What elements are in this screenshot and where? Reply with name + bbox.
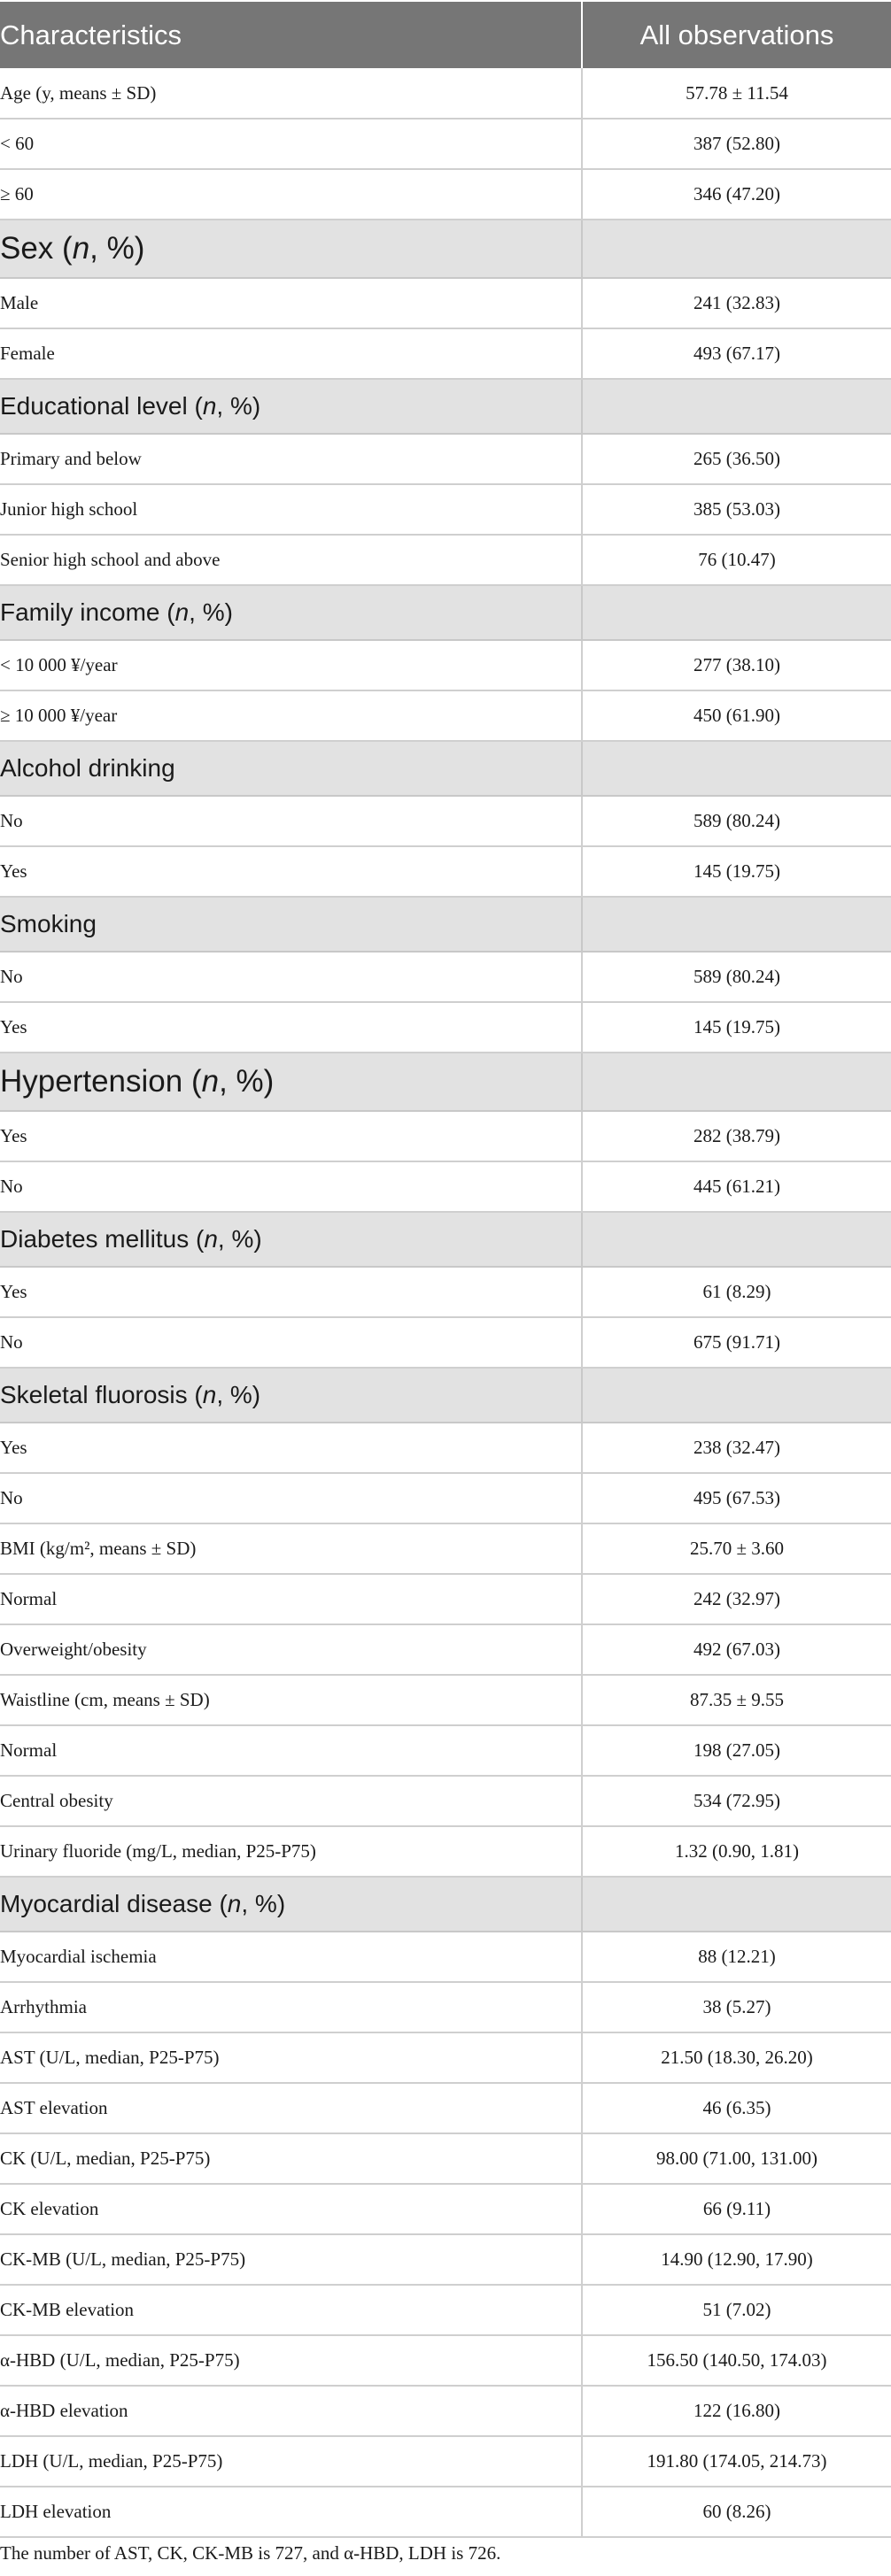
section-label-text: Educational level — [0, 392, 188, 420]
section-label — [0, 220, 582, 278]
table-row — [0, 1473, 891, 1523]
section-label — [0, 585, 582, 640]
row-value: 492 (67.03) — [582, 1624, 891, 1675]
table-row — [0, 2184, 891, 2234]
section-header-row — [0, 379, 891, 434]
section-label-suffix-pre: ( — [189, 1225, 205, 1253]
row-value: 198 (27.05) — [582, 1725, 891, 1776]
table-header-row — [0, 1, 891, 68]
table-row — [0, 68, 891, 119]
section-label — [0, 897, 582, 952]
table-row — [0, 1725, 891, 1776]
row-label: CK (U/L, median, P25-P75) — [0, 2133, 582, 2184]
table-row — [0, 796, 891, 846]
row-label: LDH (U/L, median, P25-P75) — [0, 2436, 582, 2487]
section-label-suffix-post: , %) — [241, 1890, 286, 1917]
section-label-text: Myocardial disease — [0, 1890, 213, 1917]
table-row — [0, 1932, 891, 1982]
table-body — [0, 68, 891, 2537]
row-value: 122 (16.80) — [582, 2386, 891, 2436]
row-label: CK-MB elevation — [0, 2285, 582, 2335]
row-label: < 10 000 ¥/year — [0, 640, 582, 690]
section-label-suffix-pre: ( — [187, 392, 203, 420]
row-value: 387 (52.80) — [582, 119, 891, 169]
section-value-empty — [582, 585, 891, 640]
section-label-suffix-post: , %) — [89, 231, 145, 266]
row-label: Yes — [0, 1423, 582, 1473]
row-value: 385 (53.03) — [582, 484, 891, 535]
table-row — [0, 1675, 891, 1725]
table-row — [0, 1982, 891, 2032]
section-label — [0, 1877, 582, 1932]
row-label: No — [0, 1161, 582, 1212]
row-value: 238 (32.47) — [582, 1423, 891, 1473]
row-label: ≥ 60 — [0, 169, 582, 220]
table-row — [0, 2335, 891, 2386]
row-value: 493 (67.17) — [582, 328, 891, 379]
section-value-empty — [582, 1212, 891, 1267]
row-value: 277 (38.10) — [582, 640, 891, 690]
row-value: 241 (32.83) — [582, 278, 891, 328]
row-value: 46 (6.35) — [582, 2083, 891, 2133]
row-value: 265 (36.50) — [582, 434, 891, 484]
row-value: 282 (38.79) — [582, 1111, 891, 1161]
table-row — [0, 640, 891, 690]
table-row — [0, 484, 891, 535]
section-label-suffix-italic: n — [204, 1225, 218, 1253]
section-value-empty — [582, 1877, 891, 1932]
row-value: 445 (61.21) — [582, 1161, 891, 1212]
table-row — [0, 1161, 891, 1212]
row-label: CK-MB (U/L, median, P25-P75) — [0, 2234, 582, 2285]
section-label-suffix-italic: n — [174, 598, 190, 626]
section-header-row — [0, 741, 891, 796]
table-row — [0, 1826, 891, 1877]
row-label: ≥ 10 000 ¥/year — [0, 690, 582, 741]
row-label: Normal — [0, 1574, 582, 1624]
section-label-suffix-post: , %) — [216, 1381, 261, 1408]
row-value: 534 (72.95) — [582, 1776, 891, 1826]
section-header-row — [0, 1368, 891, 1423]
table-row — [0, 2386, 891, 2436]
section-label-suffix-post: , %) — [216, 392, 261, 420]
row-label: AST (U/L, median, P25-P75) — [0, 2032, 582, 2083]
section-label-suffix-post: , %) — [189, 598, 233, 626]
row-value: 589 (80.24) — [582, 796, 891, 846]
row-value: 88 (12.21) — [582, 1932, 891, 1982]
row-label: α-HBD (U/L, median, P25-P75) — [0, 2335, 582, 2386]
row-value: 156.50 (140.50, 174.03) — [582, 2335, 891, 2386]
section-value-empty — [582, 897, 891, 952]
row-label: BMI (kg/m², means ± SD) — [0, 1523, 582, 1574]
row-value: 60 (8.26) — [582, 2487, 891, 2537]
section-value-empty — [582, 1053, 891, 1111]
section-label — [0, 379, 582, 434]
section-header-row — [0, 1212, 891, 1267]
section-header-row — [0, 1053, 891, 1111]
table-footnote: The number of AST, CK, CK-MB is 727, and α-HBD, LDH is 726. — [0, 2542, 501, 2564]
row-label: LDH elevation — [0, 2487, 582, 2537]
section-label-suffix-post: , %) — [217, 1225, 262, 1253]
row-value: 242 (32.97) — [582, 1574, 891, 1624]
row-label: Junior high school — [0, 484, 582, 535]
section-value-empty — [582, 220, 891, 278]
row-label: Arrhythmia — [0, 1982, 582, 2032]
row-value: 61 (8.29) — [582, 1267, 891, 1317]
row-value: 66 (9.11) — [582, 2184, 891, 2234]
row-label: Waistline (cm, means ± SD) — [0, 1675, 582, 1725]
row-value: 98.00 (71.00, 131.00) — [582, 2133, 891, 2184]
row-label: Urinary fluoride (mg/L, median, P25-P75) — [0, 1826, 582, 1877]
row-label: Normal — [0, 1725, 582, 1776]
table-row — [0, 2487, 891, 2537]
table-row — [0, 952, 891, 1002]
section-label-suffix-italic: n — [202, 392, 217, 420]
row-label: No — [0, 1317, 582, 1368]
row-value: 495 (67.53) — [582, 1473, 891, 1523]
row-label: Primary and below — [0, 434, 582, 484]
row-value: 191.80 (174.05, 214.73) — [582, 2436, 891, 2487]
table-row — [0, 690, 891, 741]
section-label-suffix-italic: n — [202, 1381, 217, 1408]
section-label-suffix-italic: n — [201, 1064, 220, 1099]
header-characteristics: Characteristics — [0, 1, 582, 68]
table-row — [0, 1267, 891, 1317]
row-value: 21.50 (18.30, 26.20) — [582, 2032, 891, 2083]
row-value: 57.78 ± 11.54 — [582, 68, 891, 119]
row-label: Yes — [0, 846, 582, 897]
table-row — [0, 1574, 891, 1624]
header-all-observations: All observations — [582, 1, 891, 68]
row-label: No — [0, 796, 582, 846]
section-header-row — [0, 1877, 891, 1932]
row-value: 14.90 (12.90, 17.90) — [582, 2234, 891, 2285]
row-label: Age (y, means ± SD) — [0, 68, 582, 119]
table-row — [0, 1111, 891, 1161]
section-label-suffix-pre: ( — [53, 231, 73, 266]
section-label-text: Smoking — [0, 910, 97, 937]
row-label: < 60 — [0, 119, 582, 169]
section-label-text: Alcohol drinking — [0, 754, 175, 782]
table-row — [0, 535, 891, 585]
row-label: CK elevation — [0, 2184, 582, 2234]
section-label-text: Family income — [0, 598, 160, 626]
section-header-row — [0, 220, 891, 278]
table-row — [0, 2436, 891, 2487]
row-value: 346 (47.20) — [582, 169, 891, 220]
row-value: 450 (61.90) — [582, 690, 891, 741]
row-label: Male — [0, 278, 582, 328]
section-label-suffix-italic: n — [227, 1890, 242, 1917]
table-row — [0, 1776, 891, 1826]
section-label — [0, 1212, 582, 1267]
table-row — [0, 1317, 891, 1368]
section-label-text: Diabetes mellitus — [0, 1225, 190, 1253]
row-label: Central obesity — [0, 1776, 582, 1826]
row-label: AST elevation — [0, 2083, 582, 2133]
row-label: Yes — [0, 1267, 582, 1317]
section-label — [0, 1053, 582, 1111]
row-label: Yes — [0, 1002, 582, 1053]
table-row — [0, 2285, 891, 2335]
row-label: No — [0, 1473, 582, 1523]
row-value: 76 (10.47) — [582, 535, 891, 585]
table-row — [0, 169, 891, 220]
section-label — [0, 741, 582, 796]
section-label-text: Skeletal fluorosis — [0, 1381, 188, 1408]
row-label: Yes — [0, 1111, 582, 1161]
section-label-suffix-pre: ( — [187, 1381, 203, 1408]
section-label-suffix-pre: ( — [212, 1890, 228, 1917]
row-label: Overweight/obesity — [0, 1624, 582, 1675]
row-label: No — [0, 952, 582, 1002]
row-value: 145 (19.75) — [582, 846, 891, 897]
section-header-row — [0, 585, 891, 640]
section-label-text: Sex — [0, 231, 54, 266]
table-row — [0, 1423, 891, 1473]
row-value: 38 (5.27) — [582, 1982, 891, 2032]
table-row — [0, 846, 891, 897]
section-label-suffix-post: , %) — [219, 1064, 275, 1099]
table-row — [0, 2032, 891, 2083]
table-row — [0, 2234, 891, 2285]
section-label-suffix-pre: ( — [159, 598, 175, 626]
section-label-text: Hypertension — [0, 1064, 183, 1099]
row-value: 25.70 ± 3.60 — [582, 1523, 891, 1574]
row-label: Myocardial ischemia — [0, 1932, 582, 1982]
section-label-suffix-italic: n — [72, 231, 90, 266]
table-row — [0, 1002, 891, 1053]
row-label: Female — [0, 328, 582, 379]
table-row — [0, 2083, 891, 2133]
section-label — [0, 1368, 582, 1423]
row-value: 145 (19.75) — [582, 1002, 891, 1053]
row-value: 87.35 ± 9.55 — [582, 1675, 891, 1725]
row-value: 675 (91.71) — [582, 1317, 891, 1368]
row-value: 51 (7.02) — [582, 2285, 891, 2335]
row-label: Senior high school and above — [0, 535, 582, 585]
row-value: 1.32 (0.90, 1.81) — [582, 1826, 891, 1877]
table-row — [0, 2133, 891, 2184]
row-label: α-HBD elevation — [0, 2386, 582, 2436]
section-label-suffix-pre: ( — [182, 1064, 202, 1099]
row-value: 589 (80.24) — [582, 952, 891, 1002]
table-row — [0, 1523, 891, 1574]
section-value-empty — [582, 741, 891, 796]
table-row — [0, 434, 891, 484]
section-value-empty — [582, 379, 891, 434]
table-row — [0, 1624, 891, 1675]
section-header-row — [0, 897, 891, 952]
table-row — [0, 278, 891, 328]
table-row — [0, 119, 891, 169]
table-row — [0, 328, 891, 379]
section-value-empty — [582, 1368, 891, 1423]
